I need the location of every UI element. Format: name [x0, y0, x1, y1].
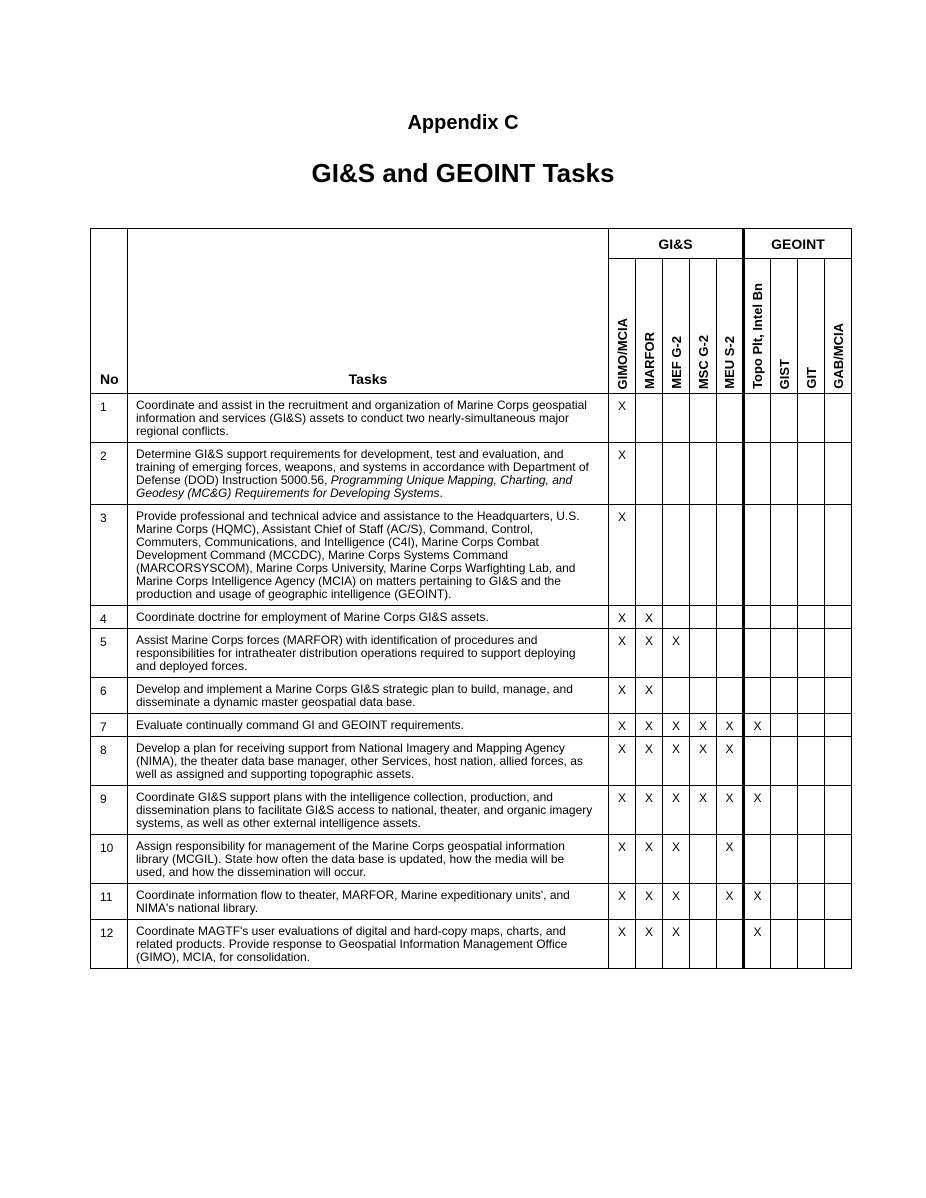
mark-cell	[798, 443, 825, 505]
group-header-geoint: GEOINT	[744, 229, 852, 259]
column-header	[771, 259, 798, 394]
mark-cell	[771, 678, 798, 714]
task-cell: Provide professional and technical advice and assistance to the Headquarters, U.S. Marine Corps (HQMC), Assistant Chief of Staff (AC/S), Command, Control, Commuters, Communications, and Intelligence (C4I), Marine Corps Combat Development Command (MCCDC), Marine Corps Systems Command (MARCORSYSCOM), Marine Corps University, Marine Corps Warfighting Lab, and Marine Corps Intelligence Agency (MCIA) on matters pertaining to GI&S and the production and usage of geographic intelligence (GEOINT).	[128, 505, 609, 606]
column-header-label: GAB/MCIA	[830, 323, 846, 389]
column-header-label: MSC G-2	[695, 334, 711, 389]
mark-cell: X	[636, 678, 663, 714]
column-header	[663, 259, 690, 394]
task-text: Determine GI&S support requirements for development, test and evaluation, and training of emerging forces, weapons, and systems in accordance with Department of Defense (DOD) Instruction 5000.56,	[136, 447, 589, 487]
mark-cell: X	[717, 786, 744, 835]
task-cell: Coordinate and assist in the recruitment and organization of Marine Corps geospatial information and services (GI&S) assets to conduct two nearly-simultaneous major regional conflicts.	[128, 394, 609, 443]
mark-cell	[798, 606, 825, 629]
mark-cell	[690, 920, 717, 969]
mark-cell	[771, 786, 798, 835]
mark-cell	[690, 505, 717, 606]
mark-cell: X	[609, 920, 636, 969]
row-number: 3	[91, 505, 128, 606]
mark-cell: X	[636, 920, 663, 969]
group-header-gis: GI&S	[609, 229, 744, 259]
mark-cell: X	[609, 629, 636, 678]
mark-cell	[771, 629, 798, 678]
mark-cell	[690, 606, 717, 629]
mark-cell: X	[717, 737, 744, 786]
mark-cell	[717, 629, 744, 678]
mark-cell	[825, 786, 852, 835]
mark-cell: X	[717, 714, 744, 737]
tasks-table	[90, 228, 852, 969]
table-row	[91, 786, 852, 835]
mark-cell: X	[609, 786, 636, 835]
mark-cell: X	[663, 629, 690, 678]
table-row	[91, 505, 852, 606]
column-header-label: GIT	[803, 367, 819, 389]
mark-cell: X	[609, 737, 636, 786]
mark-cell: X	[609, 505, 636, 606]
task-cell: Evaluate continually command GI and GEOINT requirements.	[128, 714, 609, 737]
mark-cell	[663, 394, 690, 443]
mark-cell	[690, 443, 717, 505]
mark-cell: X	[744, 714, 771, 737]
mark-cell	[771, 714, 798, 737]
mark-cell	[825, 505, 852, 606]
page-title: GI&S and GEOINT Tasks	[311, 158, 615, 188]
task-text-end: .	[439, 486, 443, 500]
mark-cell	[717, 678, 744, 714]
mark-cell	[744, 443, 771, 505]
task-cell	[128, 443, 609, 505]
mark-cell	[690, 629, 717, 678]
mark-cell: X	[609, 606, 636, 629]
mark-cell	[663, 505, 690, 606]
column-header	[825, 259, 852, 394]
mark-cell: X	[636, 606, 663, 629]
mark-cell: X	[636, 629, 663, 678]
task-cell: Assign responsibility for management of the Marine Corps geospatial information library (MCGIL). State how often the data base is updated, how the media will be used, and how the dissemination will occur.	[128, 835, 609, 884]
column-header-label: GIMO/MCIA	[614, 317, 630, 389]
mark-cell	[771, 920, 798, 969]
mark-cell	[744, 737, 771, 786]
row-number: 1	[91, 394, 128, 443]
column-header	[717, 259, 744, 394]
mark-cell: X	[744, 786, 771, 835]
table-row	[91, 920, 852, 969]
mark-cell: X	[663, 884, 690, 920]
mark-cell	[744, 606, 771, 629]
mark-cell	[825, 394, 852, 443]
mark-cell	[798, 920, 825, 969]
header-no: No	[91, 229, 128, 394]
mark-cell: X	[717, 835, 744, 884]
mark-cell: X	[663, 920, 690, 969]
mark-cell	[798, 884, 825, 920]
mark-cell	[798, 629, 825, 678]
table-row	[91, 394, 852, 443]
mark-cell: X	[744, 884, 771, 920]
column-header-label: MEF G-2	[668, 336, 684, 389]
mark-cell	[771, 884, 798, 920]
mark-cell	[717, 443, 744, 505]
mark-cell	[663, 443, 690, 505]
mark-cell	[771, 737, 798, 786]
row-number: 5	[91, 629, 128, 678]
mark-cell	[825, 920, 852, 969]
mark-cell: X	[690, 786, 717, 835]
mark-cell	[798, 714, 825, 737]
header-tasks: Tasks	[128, 229, 609, 394]
table-row	[91, 629, 852, 678]
mark-cell	[636, 394, 663, 443]
mark-cell	[825, 678, 852, 714]
task-cell: Develop a plan for receiving support from National Imagery and Mapping Agency (NIMA), the theater data base manager, other Services, host nation, allied forces, as well as assigned and supporting topographic assets.	[128, 737, 609, 786]
mark-cell: X	[663, 714, 690, 737]
task-cell: Develop and implement a Marine Corps GI&S strategic plan to build, manage, and disseminate a dynamic master geospatial data base.	[128, 678, 609, 714]
task-cell: Coordinate GI&S support plans with the intelligence collection, production, and dissemination plans to facilitate GI&S access to national, theater, and organic imagery systems, as well as other external intelligence assets.	[128, 786, 609, 835]
mark-cell	[690, 394, 717, 443]
table-row	[91, 606, 852, 629]
task-cell: Coordinate information flow to theater, MARFOR, Marine expeditionary units', and NIMA's national library.	[128, 884, 609, 920]
mark-cell	[690, 678, 717, 714]
column-header-label: MARFOR	[641, 331, 657, 389]
mark-cell: X	[636, 835, 663, 884]
mark-cell	[825, 737, 852, 786]
mark-cell: X	[690, 714, 717, 737]
mark-cell	[825, 714, 852, 737]
row-number: 9	[91, 786, 128, 835]
mark-cell	[771, 394, 798, 443]
table-row	[91, 678, 852, 714]
row-number: 2	[91, 443, 128, 505]
row-number: 4	[91, 606, 128, 629]
column-header	[798, 259, 825, 394]
mark-cell	[798, 678, 825, 714]
mark-cell: X	[663, 737, 690, 786]
mark-cell	[744, 629, 771, 678]
table-row	[91, 835, 852, 884]
task-title-italic: Programming Unique Mapping, Charting, and Geodesy (MC&G) Requirements for Developing Systems	[136, 473, 573, 500]
mark-cell	[744, 505, 771, 606]
mark-cell: X	[609, 714, 636, 737]
mark-cell: X	[636, 786, 663, 835]
mark-cell: X	[609, 394, 636, 443]
table-row	[91, 714, 852, 737]
mark-cell	[663, 606, 690, 629]
mark-cell: X	[609, 443, 636, 505]
mark-cell	[798, 737, 825, 786]
mark-cell	[798, 786, 825, 835]
mark-cell	[798, 505, 825, 606]
mark-cell	[798, 835, 825, 884]
mark-cell: X	[663, 786, 690, 835]
mark-cell	[717, 505, 744, 606]
mark-cell: X	[609, 884, 636, 920]
mark-cell: X	[744, 920, 771, 969]
column-header-label: GIST	[776, 358, 792, 389]
mark-cell	[636, 443, 663, 505]
mark-cell	[690, 884, 717, 920]
mark-cell: X	[609, 835, 636, 884]
table-row	[91, 737, 852, 786]
mark-cell	[690, 835, 717, 884]
column-header	[744, 259, 771, 394]
mark-cell	[744, 394, 771, 443]
task-cell: Coordinate MAGTF's user evaluations of digital and hard-copy maps, charts, and related products. Provide response to Geospatial Information Management Office (GIMO), MCIA, for consolidation.	[128, 920, 609, 969]
mark-cell	[771, 835, 798, 884]
mark-cell: X	[636, 884, 663, 920]
mark-cell	[771, 606, 798, 629]
mark-cell: X	[636, 737, 663, 786]
column-header	[609, 259, 636, 394]
mark-cell	[717, 920, 744, 969]
row-number: 6	[91, 678, 128, 714]
mark-cell	[825, 443, 852, 505]
task-cell: Coordinate doctrine for employment of Marine Corps GI&S assets.	[128, 606, 609, 629]
table-row	[91, 884, 852, 920]
mark-cell	[717, 606, 744, 629]
row-number: 11	[91, 884, 128, 920]
mark-cell	[771, 443, 798, 505]
mark-cell	[825, 884, 852, 920]
mark-cell	[771, 505, 798, 606]
mark-cell	[825, 835, 852, 884]
mark-cell	[825, 606, 852, 629]
row-number: 7	[91, 714, 128, 737]
task-cell: Assist Marine Corps forces (MARFOR) with identification of procedures and responsibilities for intratheater distribution operations required to support deploying and deployed forces.	[128, 629, 609, 678]
table-row	[91, 443, 852, 505]
mark-cell	[825, 629, 852, 678]
mark-cell	[636, 505, 663, 606]
column-header-label: Topo Plt, Intel Bn	[750, 283, 765, 389]
row-number: 8	[91, 737, 128, 786]
mark-cell	[744, 678, 771, 714]
column-header	[690, 259, 717, 394]
mark-cell	[717, 394, 744, 443]
mark-cell: X	[663, 835, 690, 884]
mark-cell: X	[609, 678, 636, 714]
row-number: 12	[91, 920, 128, 969]
mark-cell	[798, 394, 825, 443]
column-header-label: MEU S-2	[722, 336, 737, 389]
mark-cell	[663, 678, 690, 714]
row-number: 10	[91, 835, 128, 884]
mark-cell	[744, 835, 771, 884]
column-header	[636, 259, 663, 394]
mark-cell: X	[636, 714, 663, 737]
appendix-label: Appendix C	[407, 112, 519, 134]
mark-cell: X	[717, 884, 744, 920]
mark-cell: X	[690, 737, 717, 786]
